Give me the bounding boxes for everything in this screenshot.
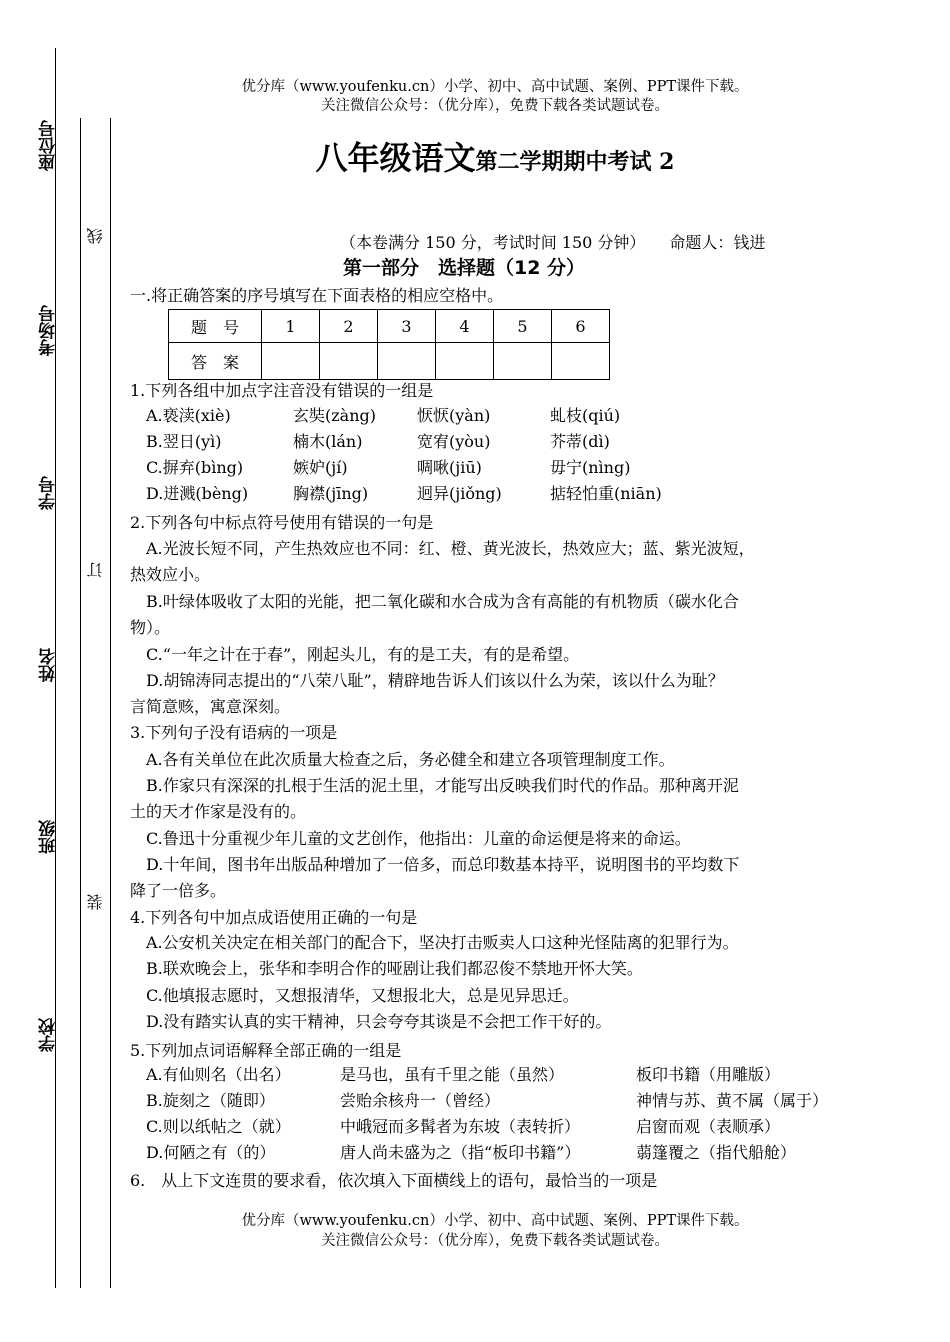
header-line1: 优分库（www.youfenku.cn）小学、初中、高中试题、案例、PPT课件下载。 [241,79,749,95]
q1-c-2: 嫉妒(jí) [293,458,348,477]
class-label: 班级 [39,820,59,854]
q1-c-3: 啁啾(jiū) [417,458,482,477]
q5-a-2: 是马也，虽有千里之能（虽然） [340,1065,565,1084]
q4-a: A.公安机关决定在相关部门的配合下，坚决打击贩卖人口这种光怪陆离的犯罪行为。 [146,933,739,952]
table-header-cell: 答 案 [169,343,262,380]
q3-d-line2: 降了一倍多。 [130,881,227,900]
question-number: 3 [378,310,436,343]
answer-cell[interactable] [494,343,552,380]
q1-d-1: D.迸溅(bèng) [146,484,249,503]
q5-a-1: A.有仙则名（出名） [146,1065,291,1084]
answer-cell[interactable] [378,343,436,380]
q1-c-4: 毋宁(nìng) [550,458,631,477]
q2-c: C.“一年之计在于春”，刚起头儿，有的是工夫，有的是希望。 [146,645,580,664]
table-header-cell: 题 号 [169,310,262,343]
q1-a-4: 虬枝(qiú) [550,406,621,425]
question-number: 5 [494,310,552,343]
q4-c: C.他填报志愿时，又想报清华，又想报北大，总是见异思迁。 [146,986,579,1005]
q5-d-1: D.何陋之有（的） [146,1143,276,1162]
q5-b-2: 尝贻余核舟一（曾经） [340,1091,501,1110]
table-row [169,310,610,343]
question-number: 2 [320,310,378,343]
q3-c: C.鲁迅十分重视少年儿童的文艺创作，他指出：儿童的命运便是将来的命运。 [146,829,691,848]
header-line2: 关注微信公众号：（优分库），免费下载各类试题试卷。 [321,98,669,114]
q3-b-line1: B.作家只有深深的扎根于生活的泥土里，才能写出反映我们时代的作品。那种离开泥 [146,776,739,795]
q2-d-line1: D.胡锦涛同志提出的“八荣八耻”，精辟地告诉人们该以什么为荣，该以什么为耻？ [146,671,724,690]
margin-line-inner-right [110,118,111,1288]
q4-stem: 4.下列各句中加点成语使用正确的一句是 [130,908,418,927]
q4-b: B.联欢晚会上，张华和李明合作的哑剧让我们都忍俊不禁地开怀大笑。 [146,959,643,978]
seat-label: 座位号 [39,120,59,171]
table-row [169,343,610,380]
xian-label: 线 [86,228,105,244]
answer-cell[interactable] [262,343,320,380]
q5-b-3: 神情与苏、黄不属（属于） [636,1091,829,1110]
exam-info: （本卷满分 150 分，考试时间 150 分钟） 命题人：钱进 [340,233,766,252]
answer-cell[interactable] [320,343,378,380]
q1-b-1: B.翌日(yì) [146,432,222,451]
q3-stem: 3.下列句子没有语病的一项是 [130,723,338,742]
q2-b-line2: 物）。 [130,618,171,637]
page-title [0,133,950,179]
q1-d-4: 掂轻怕重(niān) [550,484,662,503]
question-number: 1 [262,310,320,343]
q1-a-2: 玄奘(zàng) [293,406,377,425]
q2-d-line2: 言简意赅，寓意深刻。 [130,697,291,716]
q5-stem: 5.下列加点词语解释全部正确的一组是 [130,1041,402,1060]
ding-label: 订 [86,562,105,578]
q5-c-1: C.则以纸帖之（就） [146,1117,291,1136]
instruction: 一.将正确答案的序号填写在下面表格的相应空格中。 [130,286,504,305]
q1-b-4: 芥蒂(dì) [550,432,610,451]
q1-c-1: C.摒弃(bìng) [146,458,244,477]
q2-a-line2: 热效应小。 [130,565,211,584]
question-number: 6 [552,310,610,343]
q1-stem: 1.下列各组中加点字注音没有错误的一组是 [130,381,434,400]
zhuang-label: 装 [86,894,105,910]
q1-a-1: A.亵渎(xiè) [146,406,231,425]
q6-stem: 6. 从上下文连贯的要求看，依次填入下面横线上的语句，最恰当的一项是 [130,1171,658,1190]
q3-b-line2: 土的天才作家是没有的。 [130,802,307,821]
q5-c-3: 启窗而观（表顺承） [636,1117,781,1136]
q1-d-2: 胸襟(jīng) [293,484,369,503]
id-label: 学号 [39,476,59,510]
q1-a-3: 恹恹(yàn) [417,406,491,425]
q2-a-line1: A.光波长短不同，产生热效应也不同：红、橙、黄光波长，热效应大；蓝、紫光波短， [146,539,755,558]
q5-d-3: 蒻篷覆之（指代船舱） [636,1143,797,1162]
q5-d-2: 唐人尚未盛为之（指“板印书籍”） [340,1143,581,1162]
name-label: 姓名 [39,648,59,682]
room-label: 考场号 [39,305,59,356]
q3-a: A.各有关单位在此次质量大检查之后，务必健全和建立各项管理制度工作。 [146,750,675,769]
q5-c-2: 中峨冠而多髯者为东坡（表转折） [340,1117,581,1136]
question-number: 4 [436,310,494,343]
answer-table [168,309,610,380]
q1-b-2: 楠木(lán) [293,432,363,451]
margin-line-inner-left [80,118,81,1288]
title-sub: 第二学期期中考试 2 [475,149,675,175]
part1-heading: 第一部分 选择题（12 分） [343,257,586,279]
q1-d-3: 迥异(jiǒng) [417,484,502,503]
q2-b-line1: B.叶绿体吸收了太阳的光能，把二氧化碳和水合成为含有高能的有机物质（碳水化合 [146,592,739,611]
answer-cell[interactable] [552,343,610,380]
q5-a-3: 板印书籍（用雕版） [636,1065,781,1084]
school-label: 学校 [39,1018,59,1052]
q2-stem: 2.下列各句中标点符号使用有错误的一句是 [130,513,434,532]
q1-b-3: 宽宥(yòu) [417,432,491,451]
footer-line1: 优分库（www.youfenku.cn）小学、初中、高中试题、案例、PPT课件下载。 [241,1213,749,1229]
q3-d-line1: D.十年间，图书年出版品种增加了一倍多，而总印数基本持平，说明图书的平均数下 [146,855,740,874]
answer-cell[interactable] [436,343,494,380]
q4-d: D.没有踏实认真的实干精神，只会夸夸其谈是不会把工作干好的。 [146,1012,612,1031]
title-main: 八年级语文 [315,139,476,177]
q5-b-1: B.旋刻之（随即） [146,1091,275,1110]
footer-line2: 关注微信公众号：（优分库），免费下载各类试题试卷。 [321,1233,669,1249]
